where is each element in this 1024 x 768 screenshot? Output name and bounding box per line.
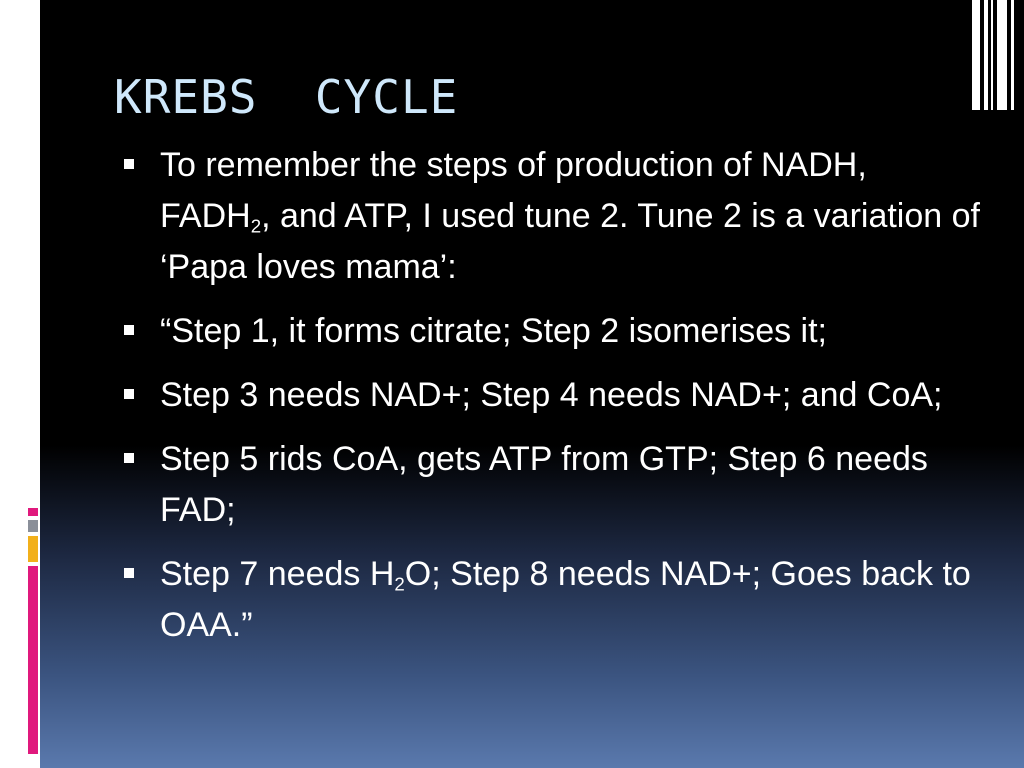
square-bullet-icon <box>124 453 134 463</box>
bullet-item <box>122 434 982 536</box>
subscript-text: 2 <box>394 573 405 595</box>
text-segment: , and ATP, I used tune 2. Tune 2 is a variation of ‘Papa loves mama’: <box>160 197 980 286</box>
bullet-text <box>160 146 980 286</box>
deco-bar-pink-short <box>28 508 38 516</box>
square-bullet-icon <box>124 159 134 169</box>
deco-bar-gold <box>28 536 38 562</box>
bullet-list <box>122 140 982 664</box>
text-segment: To remember the steps of production of NADH, FADH <box>160 146 867 235</box>
bullet-text <box>160 440 928 529</box>
deco-bar-pink-long <box>28 566 38 754</box>
deco-bar-gray <box>28 520 38 532</box>
bullet-text <box>160 376 942 414</box>
bullet-item <box>122 549 982 651</box>
square-bullet-icon <box>124 389 134 399</box>
text-segment: O; Step 8 needs NAD+; Goes back to OAA.” <box>160 555 971 644</box>
decorative-color-bars <box>28 500 40 760</box>
bullet-item <box>122 306 982 357</box>
bullet-item <box>122 370 982 421</box>
subscript-text: 2 <box>250 215 262 237</box>
slide-title: KREBS CYCLE <box>114 70 459 124</box>
bullet-item <box>122 140 982 293</box>
square-bullet-icon <box>124 325 134 335</box>
bullet-text <box>160 312 827 350</box>
text-segment: Step 3 needs NAD+; Step 4 needs NAD+; and CoA; <box>160 376 943 414</box>
text-segment: Step 5 rids CoA, gets ATP from GTP; Step 6 needs FAD; <box>160 440 928 529</box>
text-segment: “Step 1, it forms citrate; Step 2 isomerises it; <box>160 312 828 350</box>
text-segment: Step 7 needs H <box>160 555 395 593</box>
square-bullet-icon <box>124 568 134 578</box>
decorative-vertical-lines <box>966 0 1024 110</box>
bullet-text <box>160 555 971 644</box>
